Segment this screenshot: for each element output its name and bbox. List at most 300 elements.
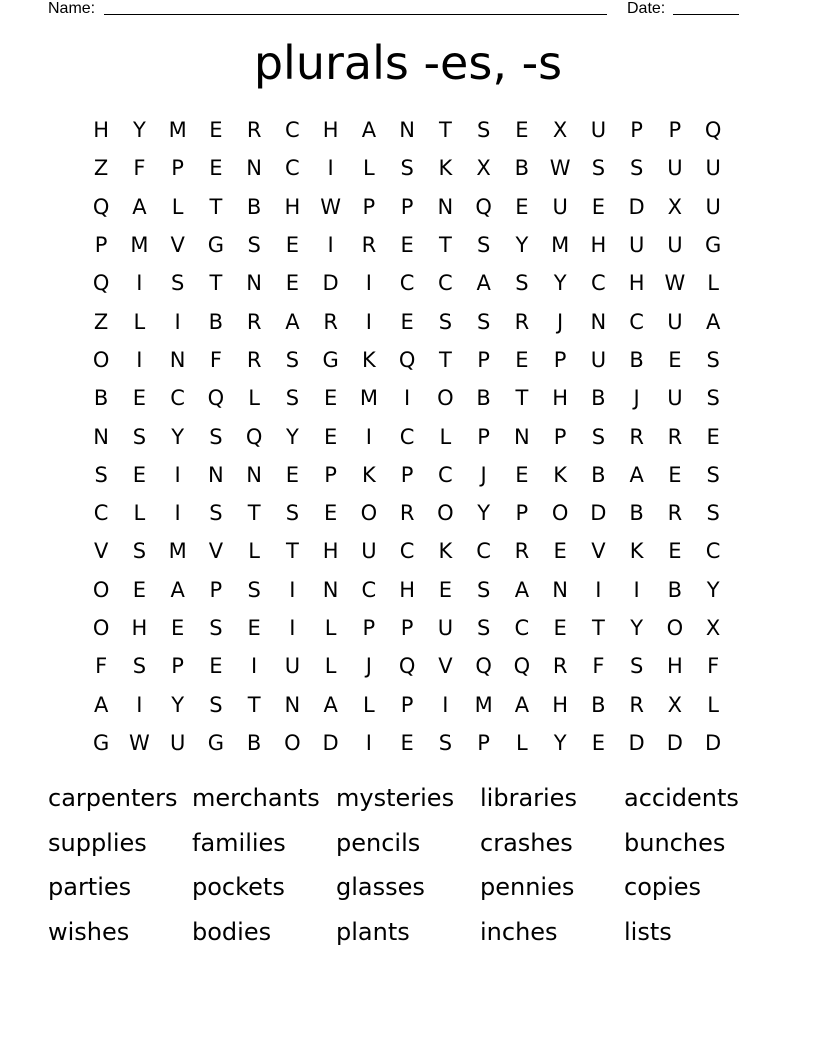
- word-list-item: plants: [336, 917, 410, 946]
- grid-letter: I: [365, 730, 372, 755]
- grid-letter: L: [171, 194, 184, 219]
- grid-letter: X: [476, 156, 491, 181]
- grid-letter: O: [666, 616, 684, 640]
- word-list-item: lists: [624, 917, 672, 946]
- grid-letter: Y: [706, 577, 720, 602]
- grid-letter: B: [591, 692, 606, 717]
- grid-letter: U: [590, 347, 607, 372]
- grid-letter: G: [704, 233, 722, 258]
- grid-letter: K: [361, 462, 376, 487]
- grid-letter: L: [707, 692, 719, 717]
- grid-letter: T: [209, 194, 223, 219]
- grid-letter: G: [207, 233, 225, 258]
- grid-letter: O: [92, 577, 110, 602]
- grid-letter: L: [363, 692, 375, 717]
- grid-letter: I: [174, 501, 181, 526]
- grid-letter: E: [209, 118, 223, 143]
- grid-letter: I: [136, 347, 143, 372]
- grid-letter: B: [93, 386, 109, 411]
- grid-letter: S: [438, 309, 453, 334]
- grid-letter: E: [400, 730, 414, 755]
- grid-letter: H: [552, 692, 569, 717]
- grid-letter: E: [285, 233, 300, 258]
- grid-letter: H: [131, 616, 148, 640]
- grid-letter: E: [247, 616, 261, 640]
- grid-letter: I: [633, 577, 640, 602]
- grid-letter: T: [591, 616, 605, 640]
- grid-letter: G: [322, 347, 339, 372]
- date-blank-line: [673, 14, 739, 15]
- grid-letter: I: [365, 271, 372, 296]
- grid-letter: V: [170, 233, 185, 258]
- grid-letter: Q: [475, 194, 492, 219]
- grid-letter: R: [552, 654, 568, 679]
- grid-letter: N: [246, 462, 262, 487]
- grid-letter: U: [667, 309, 683, 334]
- word-list-item: bodies: [192, 917, 272, 946]
- word-list-item: accidents: [624, 784, 739, 812]
- grid-letter: T: [285, 539, 299, 564]
- grid-letter: T: [247, 692, 261, 717]
- grid-letter: K: [361, 347, 376, 372]
- grid-letter: S: [515, 271, 529, 296]
- grid-letter: S: [209, 424, 223, 449]
- grid-letter: D: [628, 194, 645, 219]
- grid-letter: H: [590, 233, 607, 258]
- grid-letter: T: [209, 271, 223, 296]
- grid-letter: R: [629, 424, 644, 449]
- grid-letter: E: [553, 539, 567, 564]
- grid-letter: P: [477, 730, 490, 755]
- grid-letter: E: [668, 539, 682, 564]
- grid-letter: A: [476, 271, 491, 296]
- grid-letter: E: [400, 233, 414, 258]
- grid-letter: C: [170, 386, 185, 411]
- grid-letter: U: [437, 616, 454, 640]
- word-list-item: mysteries: [336, 784, 455, 812]
- grid-letter: N: [208, 462, 224, 487]
- grid-letter: H: [628, 271, 645, 296]
- grid-letter: S: [476, 233, 491, 258]
- grid-letter: N: [437, 194, 454, 219]
- grid-letter: P: [400, 194, 414, 219]
- word-list-item: inches: [480, 917, 558, 946]
- grid-letter: W: [664, 271, 686, 296]
- grid-letter: L: [248, 539, 260, 564]
- grid-letter: H: [552, 386, 569, 411]
- grid-letter: E: [285, 462, 300, 487]
- grid-letter: I: [174, 309, 181, 334]
- grid-letter: I: [136, 271, 143, 296]
- grid-letter: L: [133, 501, 146, 526]
- grid-letter: C: [591, 271, 606, 296]
- grid-letter: A: [514, 692, 530, 717]
- grid-letter: S: [476, 309, 491, 334]
- grid-letter: T: [247, 501, 261, 526]
- grid-letter: H: [666, 654, 683, 679]
- grid-letter: S: [629, 654, 644, 679]
- word-list-item: pencils: [336, 828, 421, 857]
- grid-letter: F: [592, 654, 605, 679]
- grid-letter: S: [591, 156, 606, 181]
- grid-letter: A: [285, 309, 300, 334]
- grid-letter: S: [706, 462, 720, 487]
- grid-letter: E: [553, 616, 567, 640]
- grid-letter: Q: [513, 654, 531, 679]
- grid-letter: Y: [132, 118, 146, 143]
- grid-letter: N: [246, 271, 262, 296]
- grid-letter: P: [171, 654, 184, 679]
- grid-letter: Y: [515, 233, 529, 258]
- grid-letter: P: [362, 616, 376, 640]
- grid-letter: L: [363, 156, 375, 181]
- grid-letter: R: [667, 501, 683, 526]
- grid-letter: E: [132, 462, 147, 487]
- grid-letter: N: [284, 692, 301, 717]
- grid-letter: F: [707, 654, 720, 679]
- grid-letter: S: [285, 347, 300, 372]
- grid-letter: L: [324, 654, 337, 679]
- grid-letter: R: [514, 309, 530, 334]
- grid-letter: L: [516, 730, 528, 755]
- grid-letter: S: [209, 616, 223, 640]
- grid-letter: A: [132, 194, 147, 219]
- grid-letter: X: [705, 616, 721, 640]
- grid-letter: H: [284, 194, 301, 219]
- grid-letter: P: [553, 347, 567, 372]
- grid-letter: R: [323, 309, 338, 334]
- word-list-item: carpenters: [48, 784, 178, 812]
- grid-letter: U: [705, 156, 721, 181]
- grid-letter: S: [132, 424, 147, 449]
- grid-letter: B: [514, 156, 530, 181]
- grid-letter: L: [324, 616, 337, 640]
- grid-letter: S: [591, 424, 606, 449]
- word-list-item: supplies: [48, 828, 147, 857]
- grid-letter: I: [289, 577, 296, 602]
- grid-letter: M: [551, 233, 570, 258]
- grid-letter: T: [438, 233, 452, 258]
- grid-letter: N: [246, 156, 262, 181]
- word-list-item: pennies: [480, 873, 575, 901]
- word-list-item: copies: [624, 873, 702, 901]
- grid-letter: P: [171, 156, 184, 181]
- grid-letter: M: [359, 386, 378, 411]
- grid-letter: X: [667, 692, 683, 717]
- grid-letter: M: [474, 692, 493, 717]
- grid-letter: B: [591, 386, 606, 411]
- grid-letter: Y: [171, 424, 185, 449]
- grid-letter: A: [514, 577, 530, 602]
- grid-letter: S: [706, 501, 720, 526]
- grid-letter: R: [246, 309, 262, 334]
- grid-letter: V: [93, 539, 109, 564]
- grid-letter: S: [629, 156, 644, 181]
- word-list-item: parties: [48, 873, 132, 901]
- grid-letter: S: [476, 577, 491, 602]
- grid-letter: P: [362, 194, 376, 219]
- grid-letter: D: [322, 730, 339, 755]
- grid-letter: N: [552, 577, 568, 602]
- grid-letter: I: [251, 654, 258, 679]
- grid-letter: J: [557, 309, 564, 334]
- grid-letter: B: [246, 730, 262, 755]
- grid-letter: B: [629, 501, 644, 526]
- grid-letter: N: [399, 118, 415, 143]
- grid-letter: G: [207, 730, 225, 755]
- grid-letter: L: [439, 424, 452, 449]
- grid-letter: V: [438, 654, 453, 679]
- grid-letter: U: [667, 156, 683, 181]
- grid-letter: S: [400, 156, 414, 181]
- grid-letter: Y: [553, 271, 567, 296]
- grid-letter: Y: [285, 424, 299, 449]
- grid-letter: S: [706, 347, 720, 372]
- grid-letter: D: [322, 271, 339, 296]
- grid-letter: C: [285, 118, 300, 143]
- letter-grid: [82, 111, 732, 762]
- grid-letter: U: [361, 539, 377, 564]
- grid-letter: N: [322, 577, 339, 602]
- grid-letter: I: [365, 309, 372, 334]
- grid-letter: T: [438, 347, 452, 372]
- grid-letter: C: [705, 539, 721, 564]
- grid-letter: D: [666, 730, 683, 755]
- grid-letter: E: [515, 194, 529, 219]
- grid-letter: N: [590, 309, 607, 334]
- grid-letter: O: [92, 616, 110, 640]
- grid-letter: O: [437, 501, 454, 526]
- grid-letter: I: [595, 577, 602, 602]
- grid-letter: O: [92, 347, 110, 372]
- grid-letter: G: [92, 730, 110, 755]
- grid-letter: U: [284, 654, 301, 679]
- grid-letter: R: [667, 424, 683, 449]
- grid-letter: Q: [92, 194, 110, 219]
- name-label: Name:: [48, 0, 96, 17]
- grid-letter: W: [320, 194, 341, 219]
- grid-letter: C: [476, 539, 491, 564]
- grid-letter: C: [438, 462, 453, 487]
- grid-letter: E: [515, 347, 529, 372]
- grid-letter: P: [668, 118, 682, 143]
- grid-letter: S: [94, 462, 108, 487]
- grid-letter: C: [93, 501, 109, 526]
- grid-letter: O: [360, 501, 378, 526]
- grid-letter: R: [399, 501, 415, 526]
- grid-letter: H: [399, 577, 416, 602]
- grid-letter: F: [95, 654, 108, 679]
- grid-letter: U: [705, 194, 721, 219]
- grid-letter: A: [93, 692, 109, 717]
- grid-letter: M: [130, 233, 149, 258]
- grid-letter: I: [404, 386, 411, 411]
- grid-letter: U: [552, 194, 568, 219]
- grid-letter: S: [132, 654, 147, 679]
- grid-letter: S: [285, 501, 300, 526]
- grid-letter: Q: [704, 118, 722, 143]
- grid-letter: C: [285, 156, 300, 181]
- grid-letter: A: [629, 462, 644, 487]
- grid-letter: B: [208, 309, 224, 334]
- grid-letter: P: [477, 347, 490, 372]
- grid-letter: K: [553, 462, 568, 487]
- grid-letter: P: [94, 233, 108, 258]
- grid-letter: J: [480, 462, 487, 487]
- grid-letter: X: [552, 118, 568, 143]
- grid-letter: Q: [475, 654, 492, 679]
- grid-letter: I: [174, 462, 181, 487]
- grid-letter: E: [668, 347, 682, 372]
- grid-letter: S: [170, 271, 185, 296]
- grid-letter: S: [285, 386, 300, 411]
- grid-letter: N: [93, 424, 109, 449]
- grid-letter: E: [132, 386, 147, 411]
- grid-letter: C: [399, 424, 415, 449]
- grid-letter: J: [633, 386, 640, 411]
- grid-letter: E: [323, 501, 338, 526]
- grid-letter: C: [438, 271, 453, 296]
- grid-letter: M: [168, 118, 187, 143]
- grid-letter: I: [289, 616, 296, 640]
- word-list-item: glasses: [336, 873, 425, 901]
- grid-letter: Q: [207, 386, 225, 411]
- grid-letter: M: [168, 539, 187, 564]
- grid-letter: H: [322, 118, 339, 143]
- grid-letter: Y: [171, 692, 185, 717]
- grid-letter: B: [476, 386, 491, 411]
- grid-letter: I: [327, 233, 334, 258]
- grid-letter: E: [170, 616, 185, 640]
- grid-letter: Z: [93, 309, 109, 334]
- grid-letter: W: [549, 156, 571, 181]
- grid-letter: U: [169, 730, 186, 755]
- grid-letter: Q: [245, 424, 263, 449]
- grid-letter: B: [591, 462, 606, 487]
- grid-letter: P: [400, 462, 414, 487]
- grid-letter: S: [209, 501, 223, 526]
- grid-letter: E: [668, 462, 682, 487]
- grid-letter: B: [629, 347, 644, 372]
- grid-letter: E: [209, 156, 223, 181]
- grid-letter: P: [553, 424, 567, 449]
- grid-letter: E: [400, 309, 414, 334]
- grid-letter: A: [705, 309, 721, 334]
- grid-letter: O: [437, 386, 454, 411]
- grid-letter: C: [399, 271, 415, 296]
- grid-letter: H: [322, 539, 339, 564]
- grid-letter: R: [514, 539, 530, 564]
- grid-letter: C: [629, 309, 644, 334]
- grid-letter: E: [515, 462, 529, 487]
- grid-letter: Z: [93, 156, 109, 181]
- grid-letter: E: [591, 194, 606, 219]
- grid-letter: T: [515, 386, 529, 411]
- grid-letter: Q: [398, 347, 416, 372]
- grid-letter: S: [247, 577, 261, 602]
- grid-letter: N: [169, 347, 186, 372]
- grid-letter: S: [476, 118, 491, 143]
- grid-letter: S: [247, 233, 261, 258]
- grid-letter: U: [628, 233, 645, 258]
- grid-letter: C: [399, 539, 415, 564]
- grid-letter: I: [442, 692, 449, 717]
- page-title: plurals -es, -s: [253, 36, 563, 90]
- grid-letter: A: [170, 577, 185, 602]
- date-label: Date:: [627, 0, 666, 17]
- grid-letter: I: [327, 156, 334, 181]
- grid-letter: P: [400, 692, 414, 717]
- grid-letter: Y: [553, 730, 567, 755]
- grid-letter: R: [629, 692, 644, 717]
- grid-letter: K: [438, 156, 453, 181]
- grid-letter: L: [707, 271, 719, 296]
- grid-letter: O: [551, 501, 569, 526]
- grid-letter: C: [514, 616, 530, 640]
- grid-letter: E: [591, 730, 606, 755]
- grid-letter: E: [706, 424, 720, 449]
- word-list-item: wishes: [48, 917, 130, 946]
- grid-letter: U: [667, 233, 683, 258]
- grid-letter: B: [667, 577, 683, 602]
- word-bank: [48, 778, 768, 956]
- grid-letter: E: [515, 118, 529, 143]
- word-list-item: families: [192, 828, 286, 857]
- grid-letter: F: [133, 156, 146, 181]
- grid-letter: U: [590, 118, 607, 143]
- grid-letter: A: [361, 118, 377, 143]
- grid-letter: N: [514, 424, 530, 449]
- grid-letter: E: [323, 386, 338, 411]
- word-list-item: bunches: [624, 828, 726, 857]
- grid-letter: F: [209, 347, 222, 372]
- grid-letter: U: [667, 386, 683, 411]
- grid-letter: K: [629, 539, 644, 564]
- grid-letter: S: [476, 616, 491, 640]
- grid-letter: O: [284, 730, 301, 755]
- grid-letter: P: [209, 577, 223, 602]
- grid-letter: P: [324, 462, 337, 487]
- grid-letter: S: [132, 539, 147, 564]
- word-list-item: libraries: [480, 784, 577, 812]
- grid-letter: Q: [398, 654, 416, 679]
- grid-letter: Y: [630, 616, 644, 640]
- grid-letter: P: [515, 501, 529, 526]
- grid-letter: D: [628, 730, 645, 755]
- grid-letter: S: [209, 692, 223, 717]
- grid-letter: V: [208, 539, 224, 564]
- grid-letter: L: [248, 386, 260, 411]
- grid-letter: S: [438, 730, 453, 755]
- header-line: [48, 0, 748, 20]
- word-list-item: crashes: [480, 828, 573, 857]
- grid-letter: D: [590, 501, 607, 526]
- grid-letter: E: [438, 577, 453, 602]
- name-blank-line: [104, 14, 607, 15]
- grid-letter: R: [361, 233, 377, 258]
- grid-letter: E: [209, 654, 223, 679]
- grid-letter: R: [246, 347, 262, 372]
- grid-letter: X: [667, 194, 683, 219]
- grid-letter: E: [285, 271, 300, 296]
- grid-letter: H: [93, 118, 110, 143]
- grid-letter: Y: [477, 501, 491, 526]
- grid-letter: J: [365, 654, 372, 679]
- grid-letter: P: [400, 616, 414, 640]
- grid-letter: I: [136, 692, 143, 717]
- word-list-item: pockets: [192, 873, 285, 901]
- grid-letter: D: [705, 730, 722, 755]
